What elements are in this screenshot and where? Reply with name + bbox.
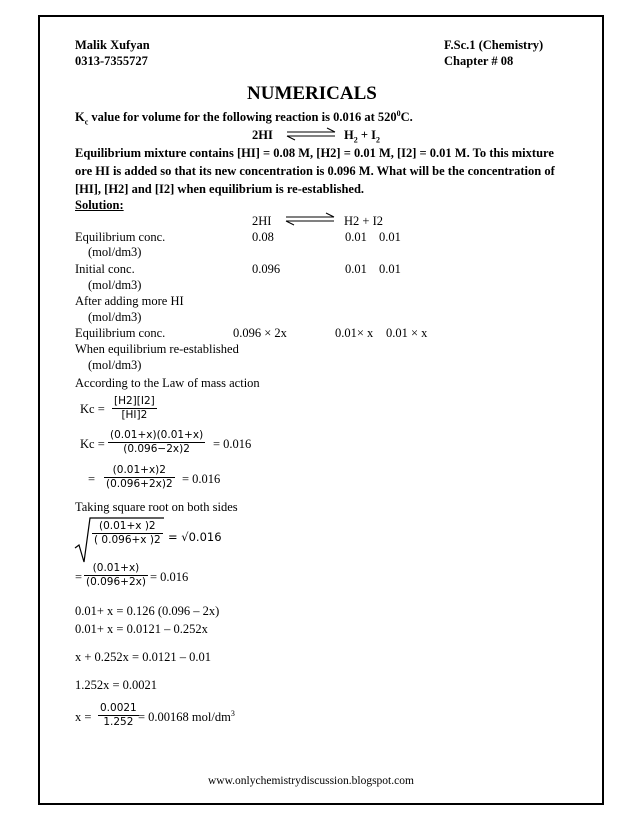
row-initial-i2: 0.01 bbox=[379, 262, 401, 276]
equilibrium-arrow-icon bbox=[285, 127, 337, 141]
solution-equilibrium-arrow-icon bbox=[284, 212, 336, 226]
footer-url: www.onlychemistrydiscussion.blogspot.com bbox=[208, 775, 414, 787]
kc3-fraction bbox=[104, 464, 175, 491]
final-denominator: 1.252 bbox=[103, 716, 134, 728]
reaction-right: $H_2 + I_2$ bbox=[344, 128, 380, 145]
kc2-lhs: Kc = bbox=[80, 437, 105, 451]
kc3-lhs: = bbox=[88, 472, 96, 486]
final-lhs: x = bbox=[75, 710, 92, 724]
row-initial-h2: 0.01 bbox=[345, 262, 367, 276]
kc1-denominator: [HI]2 bbox=[121, 409, 148, 421]
class-label: F.Sc.1 (Chemistry) bbox=[444, 38, 544, 52]
solution-rxn-right: H2 + I2 bbox=[344, 214, 383, 228]
row-after-unit: (mol/dm3) bbox=[88, 310, 142, 324]
sqrt-numerator: (0.01+x )2 bbox=[99, 520, 156, 532]
kc2-fraction bbox=[108, 429, 205, 456]
sqrt-denominator: ( 0.096+x )2 bbox=[94, 534, 161, 546]
step-4: 1.252x = 0.0021 bbox=[75, 678, 158, 692]
solution-heading: Solution: bbox=[75, 198, 124, 212]
law-text: According to the Law of mass action bbox=[75, 376, 260, 390]
kc2-denominator: (0.096−2x)2 bbox=[123, 443, 190, 455]
row-eq-conc-unit: (mol/dm3) bbox=[88, 245, 142, 259]
root-lhs: = bbox=[75, 570, 83, 584]
root-fraction bbox=[84, 562, 148, 589]
final-rhs: = 0.00168 mol/$dm^3$ bbox=[138, 708, 235, 724]
author-name: Malik Xufyan bbox=[75, 38, 150, 52]
page-title: NUMERICALS bbox=[247, 83, 377, 104]
row-eq-conc-hi: 0.08 bbox=[252, 230, 274, 244]
kc3-denominator: (0.096+2x)2 bbox=[106, 478, 173, 490]
row-eq2-hi: 0.096 × 2x bbox=[233, 326, 287, 340]
row-after-label: After adding more HI bbox=[75, 294, 184, 308]
final-numerator: 0.0021 bbox=[100, 702, 137, 714]
reaction-left: 2HI bbox=[252, 128, 273, 142]
row-eq2-i2: 0.01 × x bbox=[386, 326, 428, 340]
chapter-label: Chapter # 08 bbox=[444, 54, 514, 68]
question-line-4: [HI], [H2] and [I2] when equilibrium is re-established. bbox=[75, 182, 365, 196]
row-initial-unit: (mol/dm3) bbox=[88, 278, 142, 292]
question-line-3: ore HI is added so that its new concentration is 0.096 M. What will be the concentration of bbox=[75, 164, 555, 178]
row-eq-conc-i2: 0.01 bbox=[379, 230, 401, 244]
final-fraction bbox=[98, 702, 139, 729]
question-line-2: Equilibrium mixture contains [HI] = 0.08 M, [H2] = 0.01 M, [I2] = 0.01 M. To this mixture bbox=[75, 146, 554, 160]
row-eq2-h2: 0.01× x bbox=[335, 326, 374, 340]
row-when-unit: (mol/dm3) bbox=[88, 358, 142, 372]
root-rhs: = 0.016 bbox=[150, 570, 189, 584]
root-denominator: (0.096+2x) bbox=[86, 576, 146, 588]
kc2-numerator: (0.01+x)(0.01+x) bbox=[110, 429, 204, 441]
row-eq2-label: Equilibrium conc. bbox=[75, 326, 166, 340]
author-phone: 0313-7355727 bbox=[75, 54, 148, 68]
sqrt-rhs: = √0.016 bbox=[168, 530, 222, 544]
root-numerator: (0.01+x) bbox=[92, 562, 140, 574]
solution-rxn-left: 2HI bbox=[252, 214, 272, 228]
step-2: 0.01+ x = 0.0121 – 0.252x bbox=[75, 622, 208, 636]
question-line-1: $K_c$ value for volume for the following reaction is 0.016 at $520^0C$. bbox=[75, 108, 413, 127]
kc1-fraction bbox=[112, 395, 157, 422]
row-initial-label: Initial conc. bbox=[75, 262, 135, 276]
row-when-label: When equilibrium re-established bbox=[75, 342, 239, 356]
kc2-rhs: = 0.016 bbox=[213, 437, 252, 451]
sqrt-text: Taking square root on both sides bbox=[75, 500, 238, 514]
step-1: 0.01+ x = 0.126 (0.096 – 2x) bbox=[75, 604, 220, 618]
sqrt-fraction bbox=[92, 520, 163, 547]
row-eq-conc-h2: 0.01 bbox=[345, 230, 367, 244]
row-initial-hi: 0.096 bbox=[252, 262, 281, 276]
kc1-lhs: Kc = bbox=[80, 402, 105, 416]
kc1-numerator: [H2][I2] bbox=[114, 395, 155, 407]
kc3-rhs: = 0.016 bbox=[182, 472, 221, 486]
kc3-numerator: (0.01+x)2 bbox=[112, 464, 166, 476]
row-eq-conc-label: Equilibrium conc. bbox=[75, 230, 166, 244]
step-3: x + 0.252x = 0.0121 – 0.01 bbox=[75, 650, 211, 664]
